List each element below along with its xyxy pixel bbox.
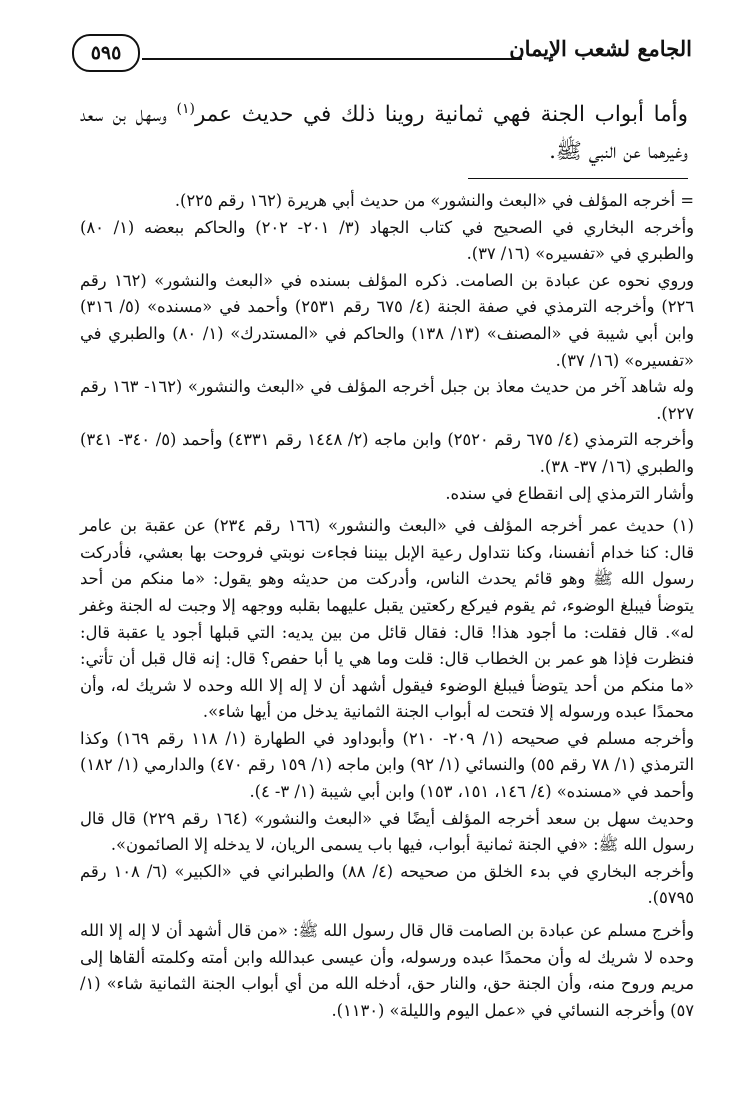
footnote-paragraph: وأخرجه الترمذي (٤/ ٦٧٥ رقم ٢٥٢٠) وابن ماجه (٢/ ١٤٤٨ رقم ٤٣٣١) وأحمد (٥/ ٣٤٠- ٣٤١) والطبري (١٦/ ٣٧- ٣٨). <box>80 430 694 476</box>
footnote-paragraph: وأخرج مسلم عن عبادة بن الصامت قال قال رسول الله ﷺ: «من قال أشهد أن لا إله إلا الله وحده لا شريك له وأن محمدًا عبده ورسوله، وأن عيسى عبدالله وابن أمته وكلمته ألقاها إلى مريم وروح منه، وأن الجنة حق، والنار حق، أدخله الله من أي أبواب الجنة الثمانية شاء» (١/ ٥٧) وأخرجه النسائي في «عمل اليوم والليلة» (١١٣٠). <box>80 921 694 1020</box>
footnote-paragraph: وأخرجه مسلم في صحيحه (١/ ٢٠٩- ٢١٠) وأبوداود في الطهارة (١/ ١١٨ رقم ١٦٩) وكذا الترمذي (١/ ٧٨ رقم ٥٥) والنسائي (١/ ٩٢) وابن ماجه (١/ ١٥٩ رقم ٤٧٠) والدارمي (١/ ١٨٢) وأحمد في «مسنده» (٤/ ١٤٦، ١٥١، ١٥٣) وابن أبي شيبة (١/ ٣- ٤). <box>80 728 695 802</box>
footnote-paragraph: وروي نحوه عن عبادة بن الصامت. ذكره المؤلف بسنده في «البعث والنشور» (١٦٢ رقم ٢٢٦) وأخرجه الترمذي في صفة الجنة (٤/ ٦٧٥ رقم ٢٥٣١) وأحمد في «مسنده» (٥/ ٣١٦) وابن أبي شيبة في «المصنف» (١٣/ ١٣٨) والحاكم في «المستدرك» (١/ ٨٠) والطبري في «تفسيره» (١٦/ ٣٧). <box>80 270 695 370</box>
main-paragraph <box>80 96 688 170</box>
header-rule <box>142 58 522 60</box>
footnote-1: (١) حديث عمر أخرجه المؤلف في «البعث والنشور» (١٦٦ رقم ٢٣٤) عن عقبة بن عامر قال: كنا خدام أنفسنا، وكنا نتداول رعية الإبل بيننا فجاءت نوبتي فروحت بها بعشي، فأدركت رسول الله ﷺ وهو قائم يحدث الناس، وأدركت من حديثه وهو يقول: «ما منكم من أحد يتوضأ فيبلغ الوضوء، ثم يقوم فيركع ركعتين يقبل عليهما بقلبه ووجهه إلا وجبت له الجنة وغفر له». قال فقلت: ما أجود هذا! قال: فقال قائل من بين يديه: التي قبلها أجود يا عقبة قال: فنظرت فإذا هو عمر بن الخطاب قال: قلت وما هي يا أبا حفص؟ قال: إنه قال قبل أن تأتي: «ما منكم من أحد يتوضأ فيبلغ الوضوء فيقول أشهد أن لا إله إلا الله وحده لا شريك له، وأن محمدًا عبده ورسوله إلا فتحت له أبواب الجنة الثمانية يدخل من أيها شاء». <box>80 516 694 722</box>
footnote-paragraph: وأخرجه البخاري في الصحيح في كتاب الجهاد (٣/ ٢٠١- ٢٠٢) والحاكم ببعضه (١/ ٨٠) والطبري في «تفسيره» (١٦/ ٣٧). <box>80 217 695 264</box>
footnote-marker: (١) <box>176 100 195 117</box>
footnote-paragraph: وأخرجه البخاري في بدء الخلق من صحيحه (٤/ ٨٨) والطبراني في «الكبير» (٦/ ١٠٨ رقم ٥٧٩٥). <box>80 861 694 908</box>
footnote-paragraph: وحديث سهل بن سعد أخرجه المؤلف أيضًا في «البعث والنشور» (١٦٤ رقم ٢٢٩) قال قال رسول الله ﷺ: «في الجنة ثمانية أبواب، فيها باب يسمى الريان، لا يدخله إلا الصائمون». <box>80 808 694 855</box>
main-text-part-2: وسهل بن سعد وغيرهما عن النبي ﷺ. <box>80 102 688 164</box>
page-number: ٥٩٥ <box>72 34 140 72</box>
footnote-paragraph: = أخرجه المؤلف في «البعث والنشور» من حديث أبي هريرة (١٦٢ رقم ٢٢٥). <box>174 191 694 210</box>
footnote-separator <box>468 178 688 179</box>
footnote-paragraph: وأشار الترمذي إلى انقطاع في سنده. <box>445 483 694 503</box>
main-text-part-1: وأما أبواب الجنة فهي ثمانية روينا ذلك في حديث عمر <box>194 102 688 127</box>
running-title: الجامع لشعب الإيمان <box>509 36 692 61</box>
footnotes <box>80 188 694 1024</box>
main-text <box>80 96 688 170</box>
page-header <box>72 30 692 74</box>
footnote-paragraph: وله شاهد آخر من حديث معاذ بن جبل أخرجه المؤلف في «البعث والنشور» (١٦٢- ١٦٣ رقم ٢٢٧). <box>80 377 695 423</box>
